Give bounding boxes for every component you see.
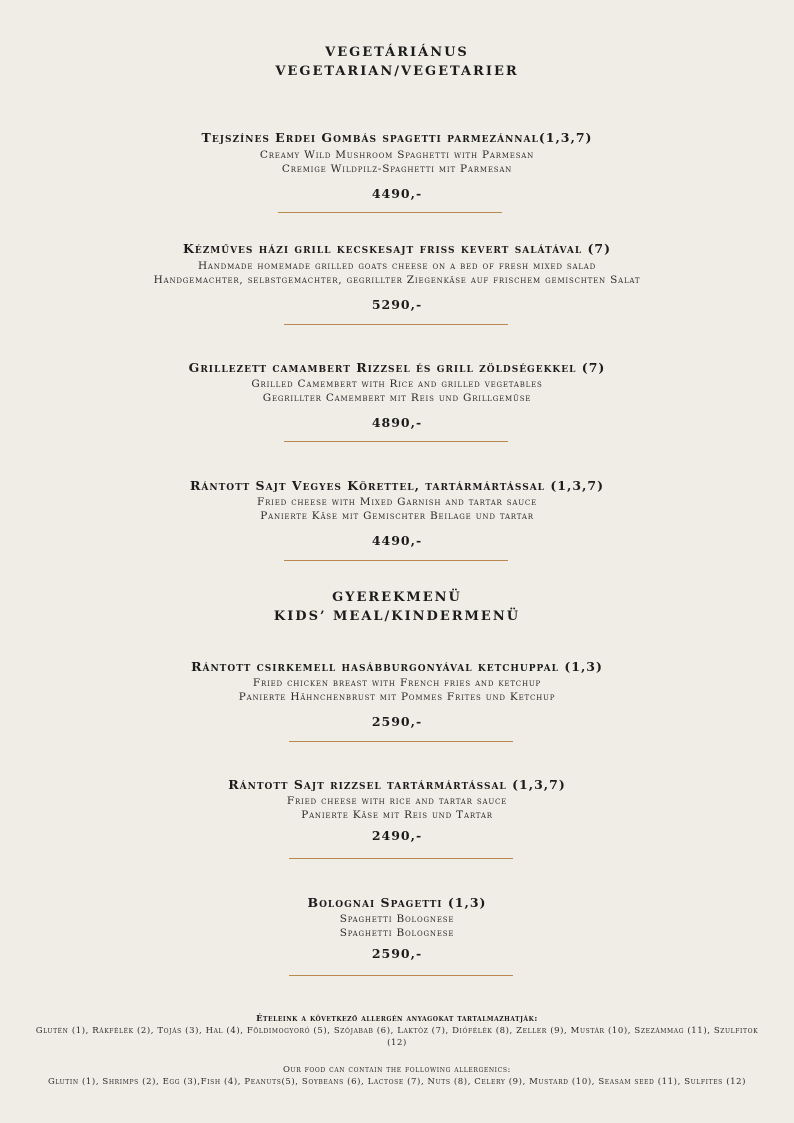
- menu-item-name: Kézműves házi grill kecskesajt friss kevert salátával (7): [182, 241, 612, 256]
- section-title-vegetarian-en: VEGETARIAN/VEGETARIER: [275, 64, 519, 79]
- section-title-vegetarian-hu: VEGETÁRIÁNUS: [325, 45, 469, 60]
- menu-item-name: Rántott csirkemell hasábburgonyával ketchuppal (1,3): [191, 659, 603, 674]
- divider-rule: [284, 441, 508, 442]
- menu-item-price: 5290,-: [371, 297, 423, 312]
- menu-item-desc-de: Handgemachter, selbstgemachter, gegrillter Ziegenkäse auf frischem gemischten Salat: [153, 274, 641, 286]
- menu-item-desc-de: Panierte Hähnchenbrust mit Pommes Frites und Ketchup: [238, 691, 556, 703]
- menu-item-desc-en: Creamy Wild Mushroom Spaghetti with Parmesan: [259, 149, 535, 161]
- menu-item-desc-en: Fried cheese with Mixed Garnish and tartar sauce: [257, 496, 537, 508]
- menu-item-desc-en: Handmade homemade grilled goats cheese on a bed of fresh mixed salad: [197, 260, 597, 272]
- menu-item-price: 2490,-: [371, 828, 423, 843]
- menu-item-price: 4490,-: [371, 533, 423, 548]
- divider-rule: [289, 858, 513, 859]
- menu-item-desc-en: Fried chicken breast with French fries and ketchup: [252, 677, 542, 689]
- menu-item-desc-de: Gegrillter Camembert mit Reis und Grillgemüse: [262, 392, 532, 404]
- menu-item-name: Rántott Sajt rizzsel tartármártással (1,3,7): [228, 777, 566, 792]
- divider-rule: [289, 741, 513, 742]
- menu-item-name: Tejszínes Erdei Gombás spagetti parmezánnal(1,3,7): [201, 130, 593, 145]
- menu-item-price: 4890,-: [371, 415, 423, 430]
- allergen-title-en: Our food can contain the following allergenics:: [282, 1065, 512, 1075]
- section-title-kids-en: KIDS’ MEAL/KINDERMENÜ: [273, 609, 521, 624]
- menu-item-name: Bolognai Spagetti (1,3): [307, 895, 487, 910]
- menu-item-desc-de: Spaghetti Bolognese: [339, 927, 455, 939]
- menu-item-desc-de: Panierte Käse mit Reis und Tartar: [301, 809, 493, 821]
- section-title-kids-hu: GYEREKMENÜ: [332, 590, 462, 605]
- divider-rule: [278, 212, 502, 213]
- menu-item-desc-en: Fried cheese with rice and tartar sauce: [286, 795, 508, 807]
- allergen-title-hu: Ételeink a következő allergén anyagokat tartalmazhatják:: [256, 1014, 538, 1024]
- divider-rule: [289, 975, 513, 976]
- menu-item-price: 4490,-: [371, 186, 423, 201]
- allergen-list-hu: Glutén (1), Rákfélék (2), Tojás (3), Hal (4), Földimogyoró (5), Szójabab (6), Laktóz (7), Diófélék (8), Zeller (9), Mustár (10), Szezámmag (11), Szulfitok (12): [35, 1026, 759, 1048]
- menu-item-desc-en: Grilled Camembert with Rice and grilled vegetables: [251, 378, 543, 390]
- divider-rule: [284, 560, 508, 561]
- allergen-list-en: Glutin (1), Shrimps (2), Egg (3),Fish (4), Peanuts(5), Soybeans (6), Lactose (7), Nuts (8), Celery (9), Mustard (10), Seasam seed (11), Sulfites (12): [47, 1077, 747, 1087]
- menu-item-price: 2590,-: [371, 714, 423, 729]
- divider-rule: [284, 324, 508, 325]
- menu-item-price: 2590,-: [371, 946, 423, 961]
- menu-item-desc-de: Cremige Wildpilz-Spaghetti mit Parmesan: [281, 163, 513, 175]
- menu-item-desc-de: Panierte Käse mit Gemischter Beilage und tartar: [260, 510, 534, 522]
- menu-item-desc-en: Spaghetti Bolognese: [339, 913, 455, 925]
- menu-item-name: Rántott Sajt Vegyes Körettel, tartármártással (1,3,7): [190, 478, 604, 493]
- menu-item-name: Grillezett camambert Rizzsel és grill zöldségekkel (7): [188, 360, 606, 375]
